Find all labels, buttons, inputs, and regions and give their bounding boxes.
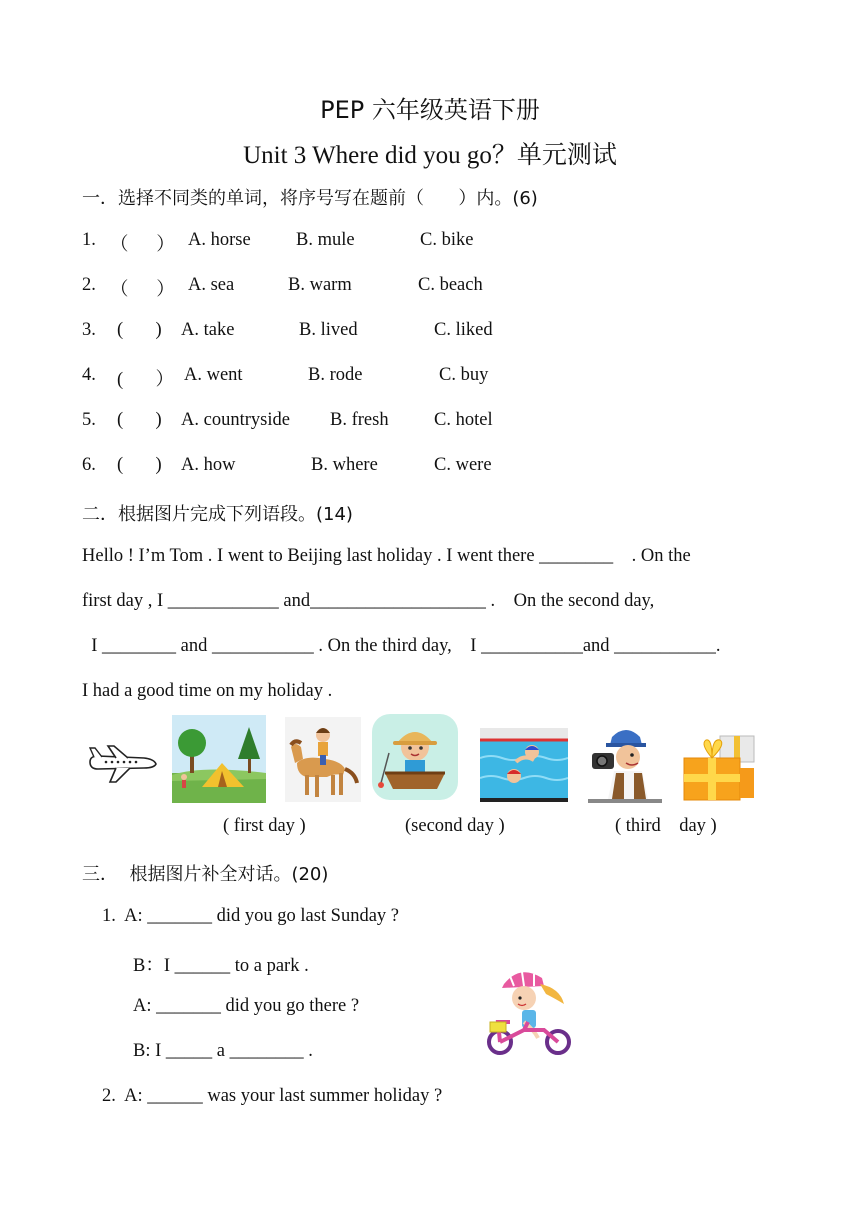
camping-tent-icon — [172, 715, 266, 803]
page-title: PEP 六年级英语下册 — [320, 96, 540, 124]
item-number: 4. — [82, 365, 96, 385]
answer-blank[interactable]: ( ) — [117, 455, 162, 475]
dialog-line: B: I _____ a ________ . — [133, 1041, 313, 1061]
answer-blank[interactable]: ( ） — [117, 370, 175, 390]
option-b: B. where — [311, 455, 378, 475]
dialog-line: A: _______ did you go there ? — [133, 996, 360, 1016]
caption-second-day: (second day ) — [405, 816, 505, 836]
section1-heading: 一．选择不同类的单词，将序号写在题前（ ）内。(6) — [82, 188, 538, 209]
option-b: B. warm — [288, 275, 352, 295]
gift-boxes-icon — [680, 728, 758, 804]
caption-first-day: ( first day ) — [223, 816, 306, 836]
option-c: C. beach — [418, 275, 483, 295]
dialog-line: 2. A: ______ was your last summer holiday ? — [102, 1086, 443, 1106]
option-b: B. fresh — [330, 410, 389, 430]
option-a: A. went — [184, 365, 243, 385]
option-c: C. were — [434, 455, 492, 475]
item-number: 3. — [82, 320, 96, 340]
girl-riding-bike-icon — [484, 964, 574, 1056]
option-c: C. buy — [439, 365, 489, 385]
section2-heading: 二．根据图片完成下列语段。(14) — [82, 504, 353, 525]
option-a: A. take — [181, 320, 235, 340]
horse-riding-icon — [285, 717, 361, 802]
paragraph-line: I had a good time on my holiday . — [82, 681, 333, 701]
option-a: A. countryside — [181, 410, 290, 430]
option-a: A. sea — [188, 275, 235, 295]
paragraph-line: I ________ and ___________ . On the third day, I ___________and ___________. — [82, 636, 721, 656]
airplane-icon — [86, 742, 158, 786]
page-subtitle: Unit 3 Where did you go？单元测试 — [243, 142, 617, 169]
paragraph-line: Hello ! I’m Tom . I went to Beijing last holiday . I went there ________ . On the — [82, 546, 691, 566]
item-number: 5. — [82, 410, 96, 430]
option-c: C. bike — [420, 230, 474, 250]
dialog-line: 1. A: _______ did you go last Sunday ? — [102, 906, 400, 926]
answer-blank[interactable]: （ ） — [110, 280, 175, 300]
item-number: 1. — [82, 230, 96, 250]
paragraph-line: first day , I ____________ and___________________ . On the second day, — [82, 591, 655, 611]
option-c: C. hotel — [434, 410, 493, 430]
caption-third-day: ( third day ) — [615, 816, 717, 836]
answer-blank[interactable]: （ ） — [110, 235, 175, 255]
taking-photos-icon — [588, 725, 662, 803]
option-a: A. horse — [188, 230, 251, 250]
option-b: B. lived — [299, 320, 358, 340]
answer-blank[interactable]: ( ) — [117, 410, 162, 430]
option-c: C. liked — [434, 320, 493, 340]
section3-heading: 三． 根据图片补全对话。(20) — [82, 864, 329, 885]
option-b: B. rode — [308, 365, 363, 385]
answer-blank[interactable]: ( ) — [117, 320, 162, 340]
item-number: 6. — [82, 455, 96, 475]
dialog-line: B：I ______ to a park . — [133, 956, 309, 976]
swimming-icon — [480, 728, 568, 802]
item-number: 2. — [82, 275, 96, 295]
option-a: A. how — [181, 455, 236, 475]
option-b: B. mule — [296, 230, 355, 250]
fishing-boat-icon — [371, 713, 459, 801]
